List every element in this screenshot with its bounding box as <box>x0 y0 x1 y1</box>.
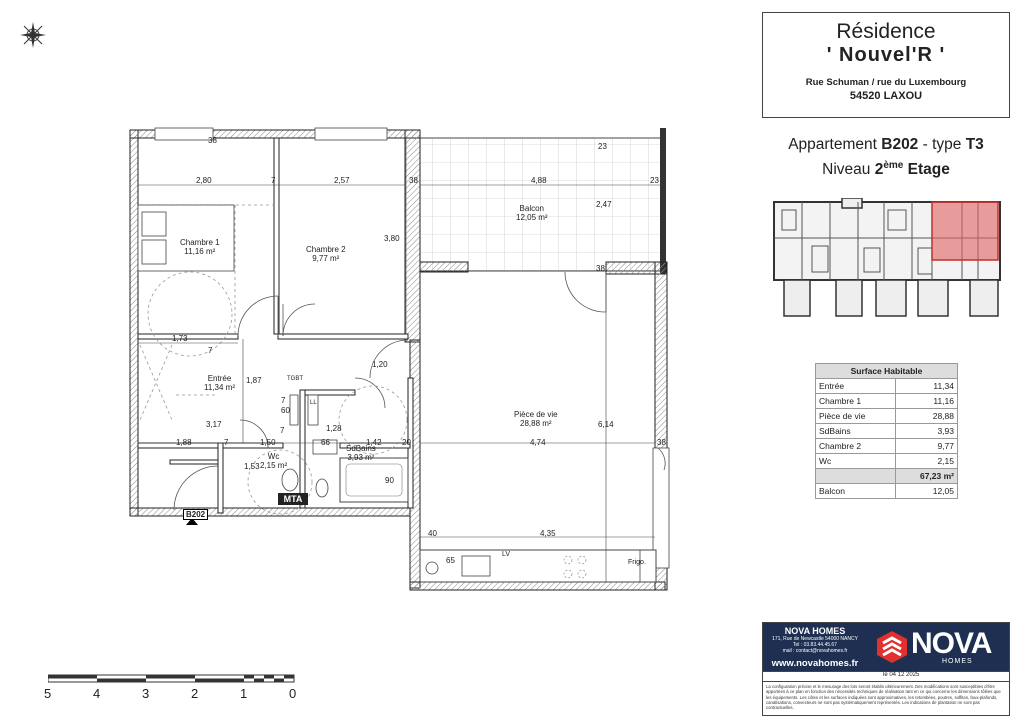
row-name: Wc <box>816 454 896 469</box>
city-address: 54520 LAXOU <box>849 90 923 102</box>
scale-label: 3 <box>142 686 150 701</box>
surface-table-title: Surface Habitable <box>816 364 958 379</box>
plan-date: le 04 12 2025 <box>762 672 1010 682</box>
dim-label: 7 <box>280 426 285 435</box>
lv-label: LV <box>502 551 511 558</box>
table-row <box>816 379 958 394</box>
row-name: Chambre 1 <box>816 394 896 409</box>
nova-logo-icon <box>875 629 909 665</box>
level-line <box>762 155 1010 180</box>
table-row <box>816 409 958 424</box>
dim-label: 60 <box>281 406 290 415</box>
company-mail: mail : contact@novahomes.fr <box>782 648 848 654</box>
apartment-prefix: Appartement <box>788 136 877 153</box>
company-address: 171, Rue de Newcastle 54000 NANCY <box>772 636 858 642</box>
surface-table <box>815 363 958 499</box>
dim-label: 66 <box>321 438 330 447</box>
dim-label: 4,74 <box>530 438 546 447</box>
room-label-chambre2: Chambre 2 9,77 m² <box>306 245 346 263</box>
row-name: Pièce de vie <box>816 409 896 424</box>
dim-label: 23 <box>650 176 659 185</box>
row-name: Balcon <box>816 484 896 499</box>
dim-label: 1,73 <box>172 334 188 343</box>
scale-label: 1 <box>240 686 248 701</box>
row-name: Entrée <box>816 379 896 394</box>
dim-label: 4,88 <box>531 176 547 185</box>
dim-label: 1,87 <box>246 376 262 385</box>
dim-label: 1,42 <box>366 438 382 447</box>
scale-label: 0 <box>289 686 297 701</box>
dim-label: 3,17 <box>206 420 222 429</box>
level-suffix: Etage <box>907 161 950 179</box>
dim-label: 6,14 <box>598 420 614 429</box>
brand-name: NOVA <box>911 627 992 660</box>
table-row <box>816 484 958 499</box>
room-label-balcon: Balcon 12,05 m² <box>516 204 548 222</box>
title-block <box>762 12 1010 118</box>
entrance-label: B202 <box>183 509 208 520</box>
mta-label: MTA <box>278 493 308 505</box>
table-row <box>816 394 958 409</box>
scale-bar <box>48 674 298 684</box>
table-row <box>816 454 958 469</box>
dim-label: 38 <box>596 264 605 273</box>
table-row <box>816 439 958 454</box>
disclaimer: La configuration précise et le mesurage des lots seront établis ultérieurement. Des modifications sont susceptibles d'être apportées à ce plan en fonction des nécessités techniques de réalisation tant en ce qui concerne les dimensions tôlées que les équipements. Les côtes et les surfaces indiquées sont approximatives, les retombées, poutres, soffites, faux-plafonds, canalisations, convecteurs ne sont pas systématiquement représentés. Les indications de plantation ne sont pas contractuelles. <box>762 682 1010 716</box>
scale-label: 5 <box>44 686 52 701</box>
room-label-entree: Entrée 11,34 m² <box>204 374 235 392</box>
level-sup: ème <box>883 160 904 171</box>
table-row <box>816 424 958 439</box>
brand-sub: HOMES <box>942 658 973 665</box>
row-value: 28,88 <box>896 409 958 424</box>
dim-label: 7 <box>281 396 286 405</box>
dim-label: 1,28 <box>326 424 342 433</box>
apartment-line <box>762 134 1010 155</box>
apartment-number: B202 <box>881 136 919 153</box>
apartment-type-prefix: - type <box>922 136 962 153</box>
tgbt-label: TGBT <box>287 376 303 382</box>
dim-label: 2,80 <box>196 176 212 185</box>
residence-name: ' Nouvel'R ' <box>826 44 946 66</box>
scale-label: 4 <box>93 686 101 701</box>
dim-label: 1,88 <box>176 438 192 447</box>
row-value: 11,16 <box>896 394 958 409</box>
company-block <box>762 622 1010 672</box>
company-tel: Tel : 03.83.44.45.67 <box>793 642 837 648</box>
row-value: 3,93 <box>896 424 958 439</box>
ll-label: LL <box>310 400 317 406</box>
level-prefix: Niveau <box>822 161 871 179</box>
dim-label: 7 <box>271 176 276 185</box>
key-plan <box>772 198 1004 320</box>
row-value: 2,15 <box>896 454 958 469</box>
dim-label: 65 <box>446 556 455 565</box>
total-value: 67,23 m² <box>896 469 958 484</box>
room-label-chambre1: Chambre 1 11,16 m² <box>180 238 220 256</box>
dim-label: 40 <box>428 529 437 538</box>
room-label-sdbains: SdBains 3,93 m² <box>346 444 376 462</box>
row-name: Chambre 2 <box>816 439 896 454</box>
dim-label: 4,35 <box>540 529 556 538</box>
row-value: 9,77 <box>896 439 958 454</box>
dim-label: 7 <box>208 346 213 355</box>
apartment-type: T3 <box>965 136 984 153</box>
dim-label: 38 <box>208 136 217 145</box>
company-info <box>763 623 867 671</box>
dim-label: 38 <box>657 438 666 447</box>
apartment-heading <box>762 134 1010 180</box>
company-web: www.novahomes.fr <box>771 658 859 669</box>
level-number: 2 <box>874 161 884 179</box>
dim-label: 38 <box>409 176 418 185</box>
row-name: SdBains <box>816 424 896 439</box>
row-value: 11,34 <box>896 379 958 394</box>
frigo-label: Frigo. <box>628 559 646 566</box>
dim-label: 23 <box>598 142 607 151</box>
row-value: 12,05 <box>896 484 958 499</box>
total-row <box>816 469 958 484</box>
dim-label: 3,80 <box>384 234 400 243</box>
dim-label: 1,20 <box>372 360 388 369</box>
dim-label: 1,53 <box>244 462 260 471</box>
company-logo <box>867 623 1009 671</box>
dim-label: 1,50 <box>260 438 276 447</box>
room-label-piece: Pièce de vie 28,88 m² <box>514 410 558 428</box>
company-name: NOVA HOMES <box>784 626 846 636</box>
scale-label: 2 <box>191 686 199 701</box>
room-label-wc: Wc 2,15 m² <box>260 452 288 470</box>
dim-label: 2,47 <box>596 200 612 209</box>
dim-label: 7 <box>224 438 229 447</box>
dim-label: 20 <box>402 438 411 447</box>
street-address: Rue Schuman / rue du Luxembourg <box>805 77 967 88</box>
residence-label: Résidence <box>836 20 936 43</box>
dim-label: 2,57 <box>334 176 350 185</box>
dim-label: 90 <box>385 476 394 485</box>
